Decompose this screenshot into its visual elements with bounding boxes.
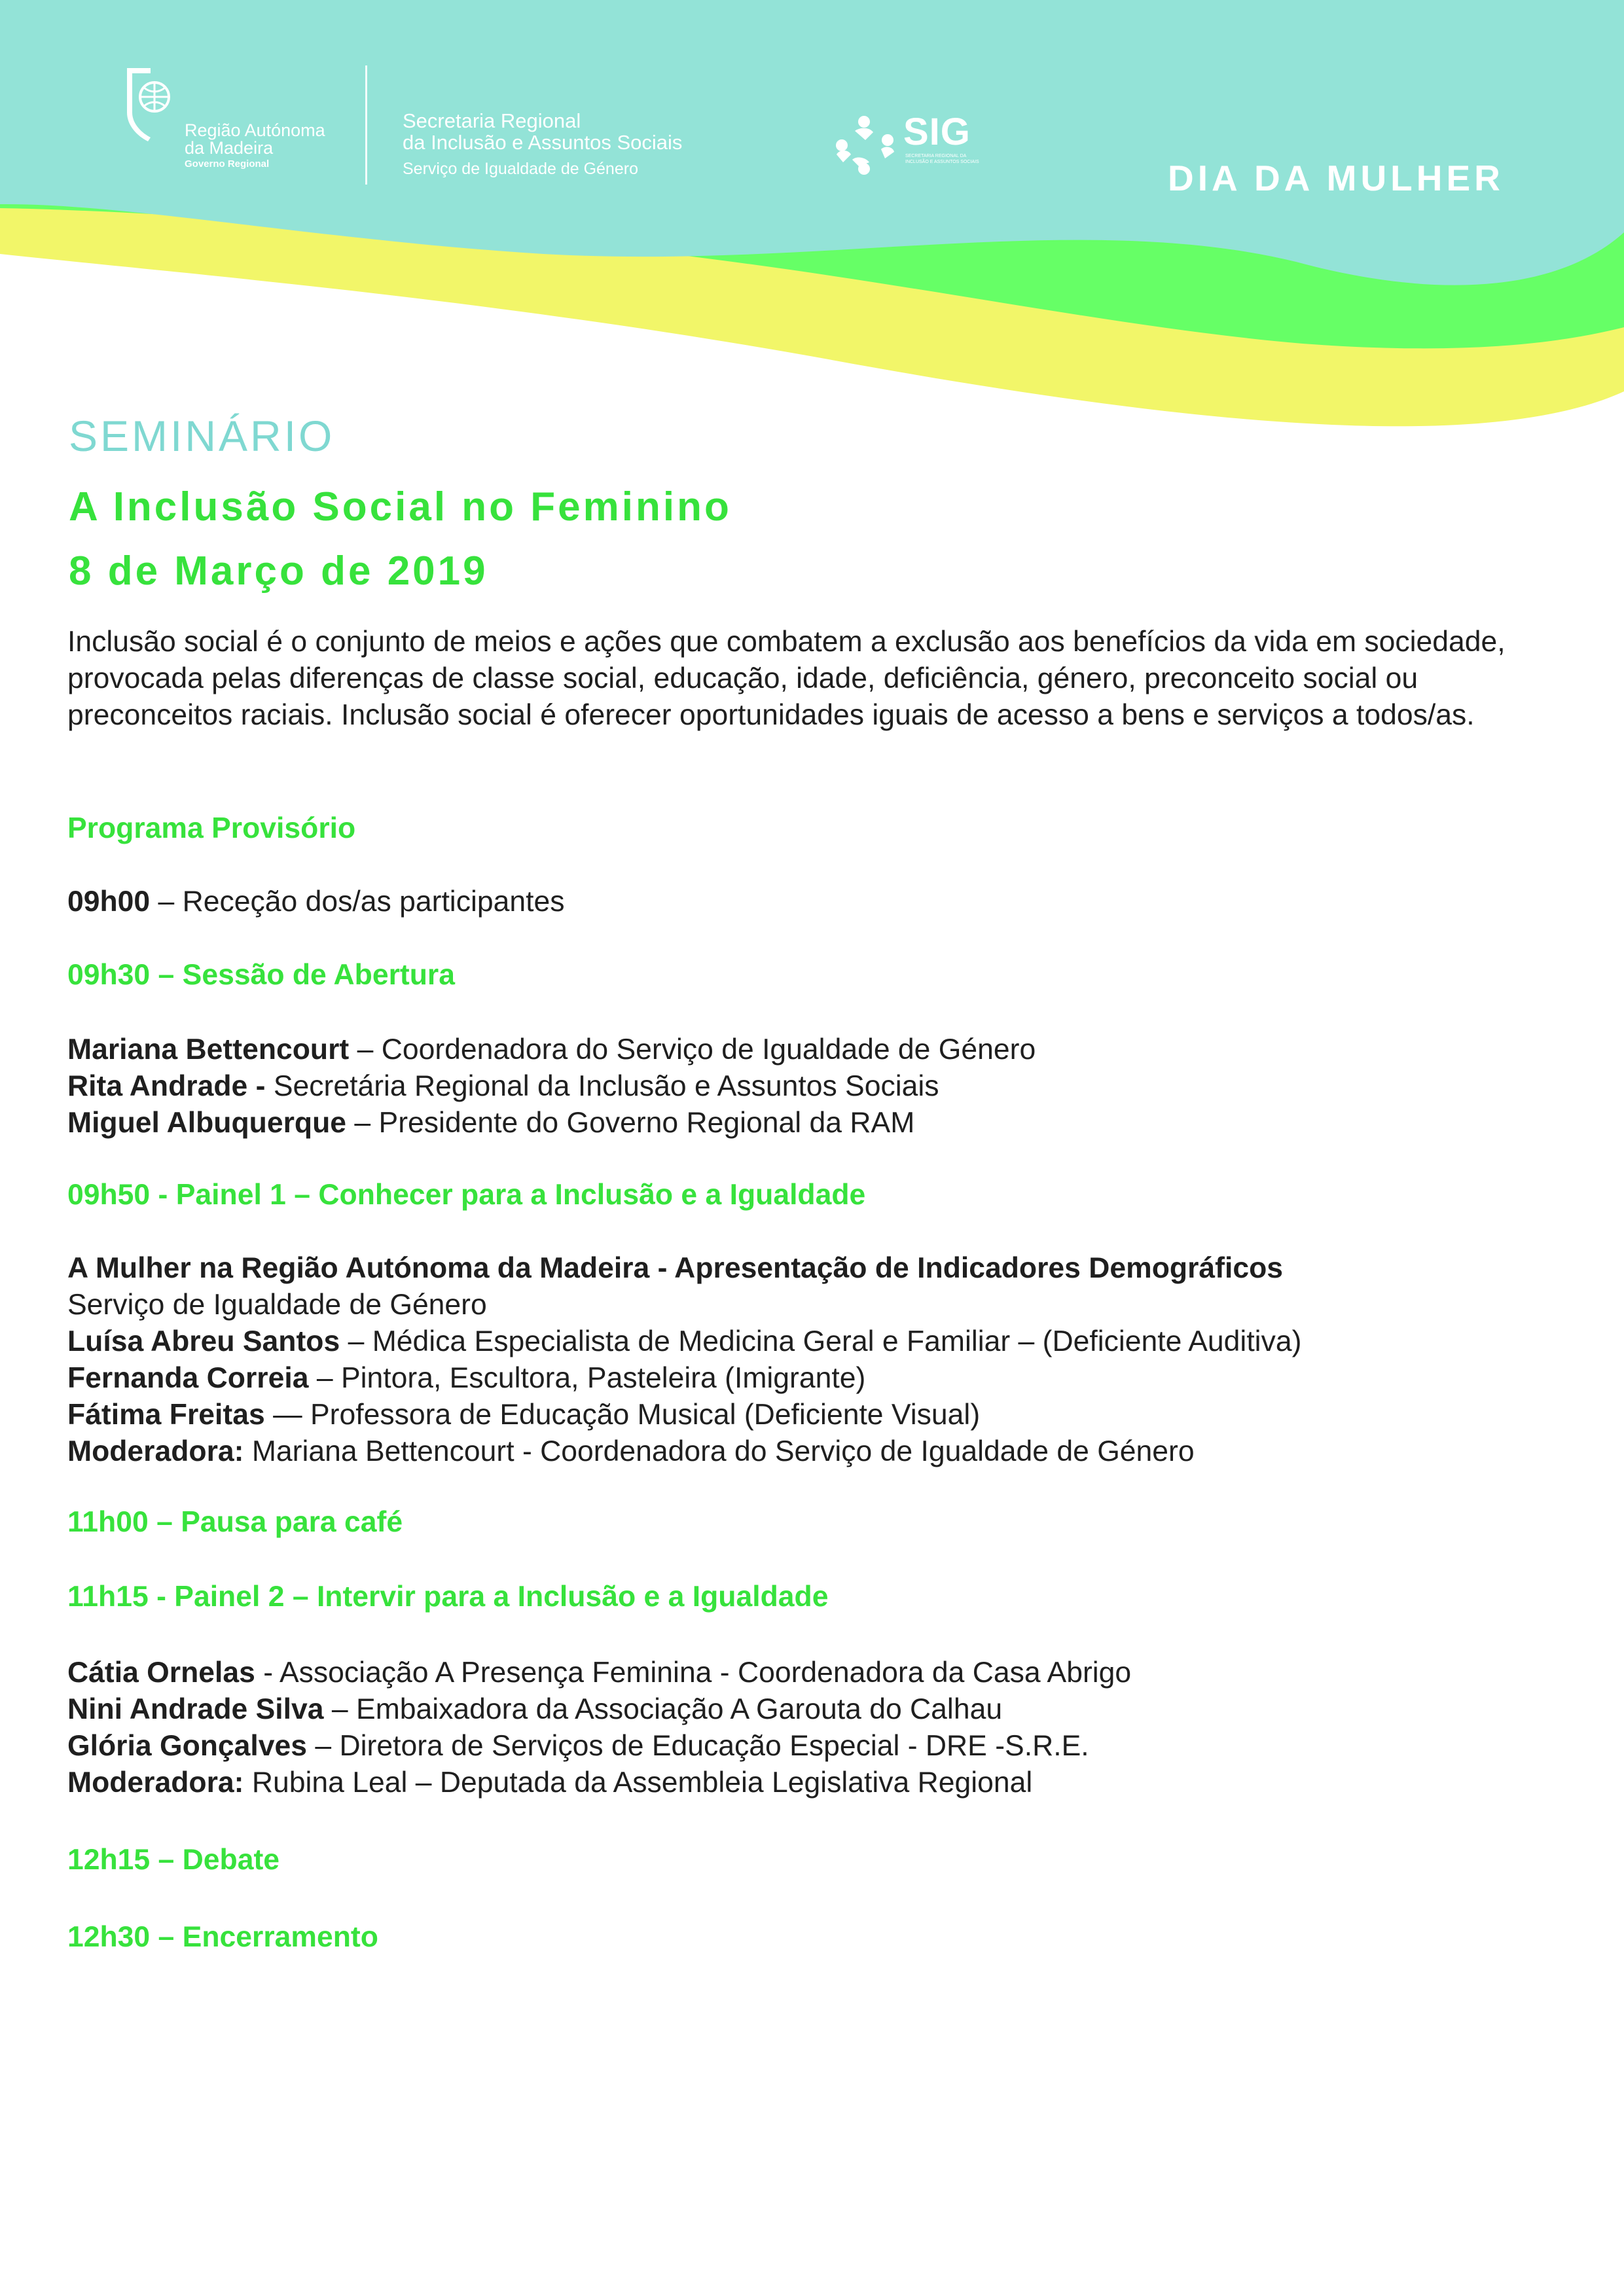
- panel2-heading: 11h15 - Painel 2 – Intervir para a Inclusão e a Igualdade: [67, 1581, 829, 1613]
- panel2-speaker: [67, 1728, 1089, 1765]
- opening-heading: 09h30 – Sessão de Abertura: [67, 959, 455, 991]
- opening-speaker: [67, 1068, 939, 1105]
- region-line-1: Região Autónoma: [185, 120, 325, 140]
- secretaria-line-1: Secretaria Regional: [403, 109, 581, 132]
- seminar-name: A Inclusão Social no Feminino: [69, 484, 732, 529]
- speaker-name: Moderadora:: [67, 1767, 244, 1799]
- speaker-role: – Pintora, Escultora, Pasteleira (Imigrante): [308, 1362, 866, 1394]
- header: [0, 0, 1624, 236]
- reception-time: 09h00: [67, 886, 151, 918]
- opening-speaker: [67, 1031, 1036, 1068]
- reception-text: – Receção dos/as participantes: [150, 886, 565, 918]
- panel1-speaker: [67, 1323, 1301, 1360]
- speaker-name: Cátia Ornelas: [67, 1657, 255, 1689]
- panel1-speaker: [67, 1397, 980, 1433]
- speaker-name: Luísa Abreu Santos: [67, 1325, 340, 1357]
- speaker-name: Fernanda Correia: [67, 1362, 309, 1394]
- closing-item: 12h30 – Encerramento: [67, 1921, 378, 1953]
- speaker-role: Mariana Bettencourt - Coordenadora do Serviço de Igualdade de Género: [244, 1435, 1195, 1467]
- region-name: [185, 122, 325, 171]
- schedule-item-reception: [67, 884, 564, 920]
- secretaria-name: [403, 110, 682, 180]
- secretaria-line-2: da Inclusão e Assuntos Sociais: [403, 131, 683, 154]
- speaker-name: Nini Andrade Silva: [67, 1693, 324, 1725]
- panel2-speaker: [67, 1691, 1002, 1728]
- panel1-talk-title: A Mulher na Região Autónoma da Madeira - Apresentação de Indicadores Demográficos: [67, 1252, 1284, 1284]
- seminar-heading: [69, 475, 732, 603]
- panel1-heading: 09h50 - Painel 1 – Conhecer para a Inclusão e a Igualdade: [67, 1179, 866, 1211]
- speaker-role: – Embaixadora da Associação A Garouta do Calhau: [323, 1693, 1003, 1725]
- seminar-label: SEMINÁRIO: [69, 412, 335, 460]
- speaker-role: - Associação A Presença Feminina - Coordenadora da Casa Abrigo: [255, 1657, 1132, 1689]
- speaker-role: – Diretora de Serviços de Educação Especial - DRE -S.R.E.: [307, 1730, 1089, 1762]
- speaker-role: – Coordenadora do Serviço de Igualdade de Género: [349, 1033, 1036, 1066]
- speaker-role: – Presidente do Governo Regional da RAM: [346, 1107, 915, 1139]
- speaker-name: Glória Gonçalves: [67, 1730, 308, 1762]
- region-line-3: Governo Regional: [185, 158, 270, 170]
- speaker-name: Rita Andrade -: [67, 1070, 266, 1102]
- speaker-role: Secretária Regional da Inclusão e Assuntos Sociais: [265, 1070, 939, 1102]
- speaker-role: Rubina Leal – Deputada da Assembleia Legislativa Regional: [244, 1767, 1033, 1799]
- header-divider: [365, 65, 367, 185]
- speaker-name: Mariana Bettencourt: [67, 1033, 350, 1066]
- event-tag: DIA DA MULHER: [1168, 158, 1504, 198]
- panel2-speaker: [67, 1655, 1131, 1691]
- panel1-speaker: [67, 1360, 865, 1397]
- seminar-date: 8 de Março de 2019: [69, 548, 488, 594]
- panel2-moderator: [67, 1765, 1032, 1801]
- program-heading: Programa Provisório: [67, 812, 356, 844]
- opening-speaker: [67, 1105, 914, 1141]
- speaker-role: – Médica Especialista de Medicina Geral e Familiar – (Deficiente Auditiva): [340, 1325, 1302, 1357]
- panel1-moderator: [67, 1433, 1195, 1470]
- sig-wordmark: SIG: [903, 111, 971, 153]
- speaker-name: Moderadora:: [67, 1435, 244, 1467]
- panel1-talk-by: Serviço de Igualdade de Género: [67, 1289, 487, 1321]
- service-name: Serviço de Igualdade de Género: [403, 160, 638, 178]
- debate-item: 12h15 – Debate: [67, 1844, 280, 1876]
- speaker-name: Miguel Albuquerque: [67, 1107, 347, 1139]
- region-coat-of-arms-icon: [124, 65, 170, 143]
- intro-paragraph: Inclusão social é o conjunto de meios e ações que combatem a exclusão aos benefícios da vida em sociedade, provocada pelas diferenças de classe social, educação, idade, deficiência, género, preconceito social ou preconceitos raciais. Inclusão social é oferecer oportunidades iguais de acesso a bens e serviços a todos/as.: [67, 626, 1506, 731]
- speaker-role: — Professora de Educação Musical (Deficiente Visual): [264, 1399, 981, 1431]
- speaker-name: Fátima Freitas: [67, 1399, 265, 1431]
- region-line-2: da Madeira: [185, 138, 274, 158]
- coffee-break: 11h00 – Pausa para café: [67, 1506, 403, 1538]
- sig-subtitle: SECRETARIA REGIONAL DA INCLUSÃO E ASSUNTOS SOCIAIS: [905, 154, 979, 164]
